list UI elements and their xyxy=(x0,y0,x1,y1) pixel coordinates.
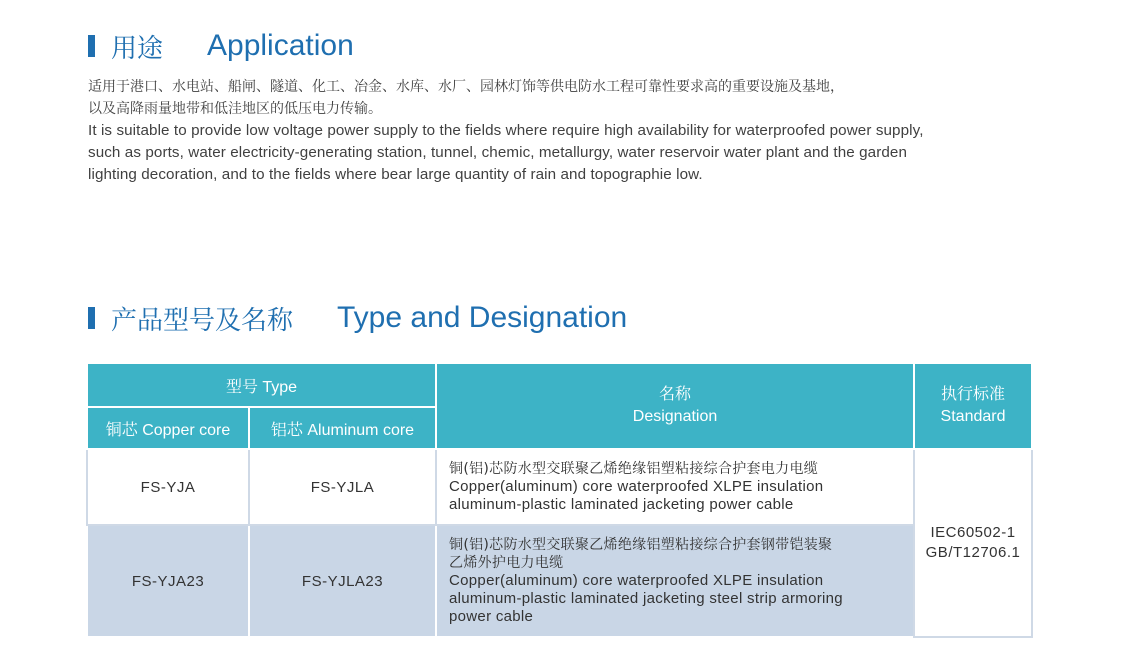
designation-title-cn: 产品型号及名称 xyxy=(111,305,294,336)
heading-bar-icon xyxy=(88,35,95,57)
header-standard-en: Standard xyxy=(940,408,1006,425)
header-designation xyxy=(436,363,914,449)
application-text-cn-2: 以及高降雨量地带和低洼地区的低压电力传输。 xyxy=(88,101,382,117)
cell-copper: FS-YJA xyxy=(87,449,249,525)
application-text-en-3: lighting decoration, and to the fields where bear large quantity of rain and topographie low. xyxy=(88,166,703,183)
designation-en-2: aluminum-plastic laminated jacketing steel strip armoring xyxy=(449,590,843,607)
designation-en-2: aluminum-plastic laminated jacketing power cable xyxy=(449,496,794,513)
header-designation-cn: 名称 xyxy=(659,386,692,403)
table-row xyxy=(87,449,1032,525)
cell-aluminum: FS-YJLA23 xyxy=(249,525,436,637)
standard-iec: IEC60502-1 xyxy=(930,524,1016,541)
application-text-en-2: such as ports, water electricity-generating station, tunnel, chemic, metallurgy, water reservoir water plant and the garden xyxy=(88,144,908,161)
application-title-cn: 用途 xyxy=(111,33,164,64)
application-heading xyxy=(88,26,354,66)
header-standard-cn: 执行标准 xyxy=(941,386,1006,403)
header-type: 型号 Type xyxy=(87,363,436,407)
table-row xyxy=(87,525,1032,637)
type-designation-table xyxy=(86,362,1033,638)
cell-standard xyxy=(914,449,1032,637)
application-text xyxy=(88,76,1088,186)
heading-bar-icon xyxy=(88,307,95,329)
standard-gb: GB/T12706.1 xyxy=(925,544,1021,561)
designation-cn-2: 乙烯外护电力电缆 xyxy=(449,555,564,571)
designation-title-en: Type and Designation xyxy=(337,301,628,334)
header-aluminum: 铝芯 Aluminum core xyxy=(249,407,436,449)
designation-cn: 铜(铝)芯防水型交联聚乙烯绝缘铝塑粘接综合护套电力电缆 xyxy=(449,461,819,477)
header-designation-en: Designation xyxy=(632,408,718,425)
application-text-cn-1: 适用于港口、水电站、船闸、隧道、化工、冶金、水库、水厂、园林灯饰等供电防水工程可靠性要求高的重要设施及基地， xyxy=(88,79,844,95)
header-copper: 铜芯 Copper core xyxy=(87,407,249,449)
designation-heading xyxy=(88,297,627,339)
designation-en-1: Copper(aluminum) core waterproofed XLPE insulation xyxy=(449,478,824,495)
cell-copper: FS-YJA23 xyxy=(87,525,249,637)
cell-designation xyxy=(436,449,914,525)
application-title-en: Application xyxy=(207,29,354,62)
application-text-en-1: It is suitable to provide low voltage power supply to the fields where require high availability for waterproofed power supply, xyxy=(88,122,924,139)
designation-en-1: Copper(aluminum) core waterproofed XLPE insulation xyxy=(449,572,824,589)
designation-en-3: power cable xyxy=(449,608,534,625)
designation-cn-1: 铜(铝)芯防水型交联聚乙烯绝缘铝塑粘接综合护套钢带铠装聚 xyxy=(449,537,833,553)
cell-designation xyxy=(436,525,914,637)
header-standard xyxy=(914,363,1032,449)
cell-aluminum: FS-YJLA xyxy=(249,449,436,525)
